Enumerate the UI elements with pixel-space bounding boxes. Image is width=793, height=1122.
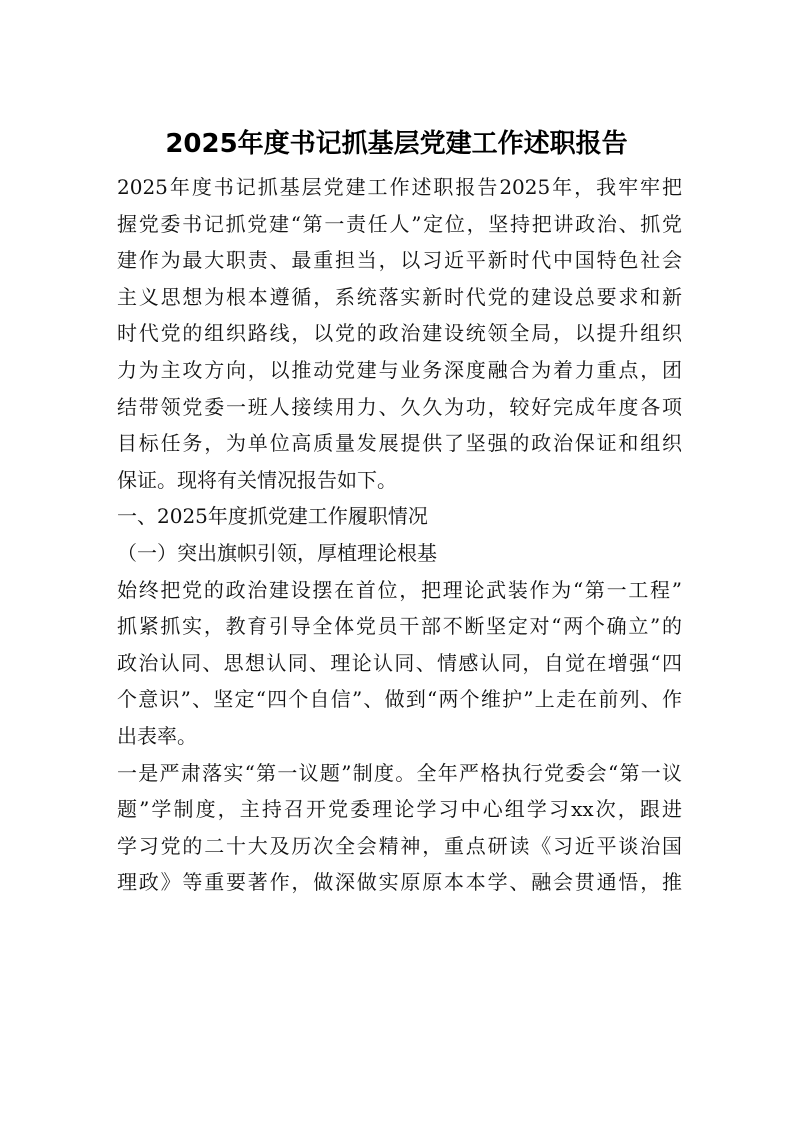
text-line: 保证。现将有关情况报告如下。 [117, 467, 397, 492]
text-line: 目标任务，为单位高质量发展提供了坚强的政治保证和组织 [117, 431, 682, 456]
text-line: 个意识”、坚定“四个自信”、做到“两个维护”上走在前列、作 [117, 687, 682, 712]
text-line: 握党委书记抓党建“第一责任人”定位，坚持把讲政治、抓党 [117, 211, 682, 236]
document-body [117, 169, 682, 901]
text-line: 时代党的组织路线，以党的政治建设统领全局，以提升组织 [117, 321, 682, 346]
text-line: 一、2025年度抓党建工作履职情况 [117, 504, 428, 529]
text-line: 一是严肃落实“第一议题”制度。全年严格执行党委会“第一议 [117, 760, 682, 785]
text-line: 学习党的二十大及历次全会精神，重点研读《习近平谈治国 [117, 833, 682, 858]
text-line: 2025年度书记抓基层党建工作述职报告2025年，我牢牢把 [117, 175, 682, 199]
text-line: 建作为最大职责、最重担当，以习近平新时代中国特色社会 [117, 248, 682, 273]
text-line: 结带领党委一班人接续用力、久久为功，较好完成年度各项 [117, 394, 682, 419]
text-line: 始终把党的政治建设摆在首位，把理论武装作为“第一工程” [117, 577, 682, 602]
text-line: 抓紧抓实，教育引导全体党员干部不断坚定对“两个确立”的 [117, 614, 682, 639]
text-line: 理政》等重要著作，做深做实原原本本学、融会贯通悟，推 [117, 870, 682, 895]
text-line: 力为主攻方向，以推动党建与业务深度融合为着力重点，团 [117, 357, 682, 382]
text-line: 题”学制度，主持召开党委理论学习中心组学习xx次，跟进 [117, 797, 682, 822]
text-line: （一）突出旗帜引领，厚植理论根基 [117, 540, 437, 565]
text-line: 政治认同、思想认同、理论认同、情感认同，自觉在增强“四 [117, 650, 682, 675]
text-line: 出表率。 [117, 723, 197, 748]
text-line: 主义思想为根本遵循，系统落实新时代党的建设总要求和新 [117, 284, 682, 309]
page-title: 2025年度书记抓基层党建工作述职报告 [165, 129, 628, 159]
